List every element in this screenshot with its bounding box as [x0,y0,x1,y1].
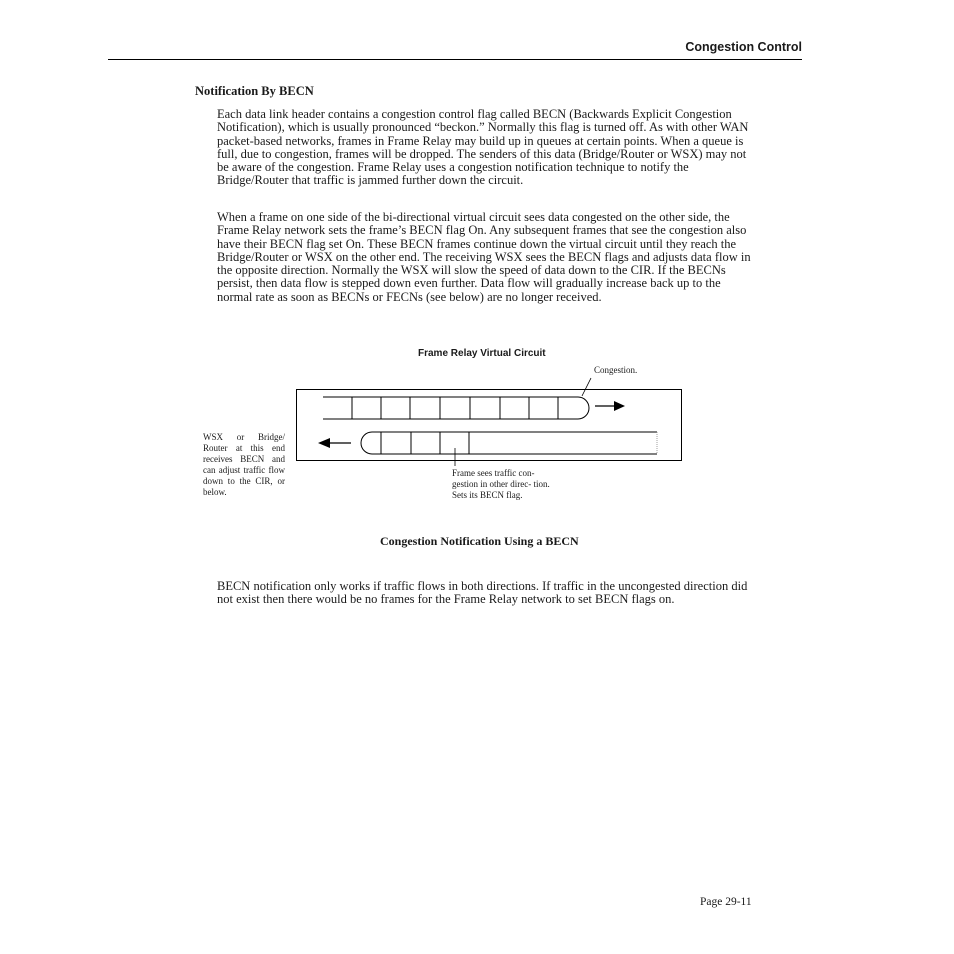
figure-caption: Congestion Notification Using a BECN [380,534,579,548]
forward-frame-queue [323,397,589,419]
page-number: Page 29-11 [700,896,752,908]
return-arrow-head [318,438,330,448]
paragraph-becn-requirement: BECN notification only works if traffic flows in both directions. If traffic in the uncongested direction did not exist then there would be no frames for the Frame Relay network to set BECN flags on. [217,579,748,607]
congestion-leader [582,378,591,396]
wsx-note: WSX or Bridge/ Router at this end receives BECN and can adjust traffic flow down to the CIR, or below. [203,432,285,497]
section-title: Notification By BECN [195,84,314,98]
congestion-label: Congestion. [594,365,638,375]
figure-title: Frame Relay Virtual Circuit [418,348,546,359]
forward-arrow-head [614,401,625,411]
running-header: Congestion Control [685,40,802,54]
paragraph-becn-intro: Each data link header contains a congestion control flag called BECN (Backwards Explicit Congestion Notification), which is usually pronounced “beckon.” Normally this flag is turned off. As with other WAN packet-based networks, frames in Frame Relay may build up in queues at certain points. When a queue is full, due to congestion, frames will be dropped. The senders of this data (Bridge/Router or WSX) may not be aware of the congestion. Frame Relay uses a congestion notification technique to notify the Bridge/Router that traffic is jammed further down the circuit. [217,107,749,188]
return-channel [361,432,657,454]
forward-channel [323,397,589,419]
paragraph-becn-process: When a frame on one side of the bi-directional virtual circuit sees data congested on the other side, the Frame Relay network sets the frame’s BECN flag On. Any subsequent frames that see the congestion also have their BECN flag set On. These BECN frames continue down the virtual circuit until they reach the Bridge/Router or WSX on the other end. The receiving WSX sees the BECN flags and adjusts data flow in the opposite direction. Normally the WSX will slow the speed of data down to the CIR. If the BECNs persist, then data flow is stepped down even further. Data flow will gradually increase back up to the normal rate as soon as BECNs or FECNs (see below) are no longer received. [217,210,751,304]
frame-note: Frame sees traffic con- gestion in other direc- tion. Sets its BECN flag. [452,468,550,500]
return-frame-queue [361,432,657,454]
